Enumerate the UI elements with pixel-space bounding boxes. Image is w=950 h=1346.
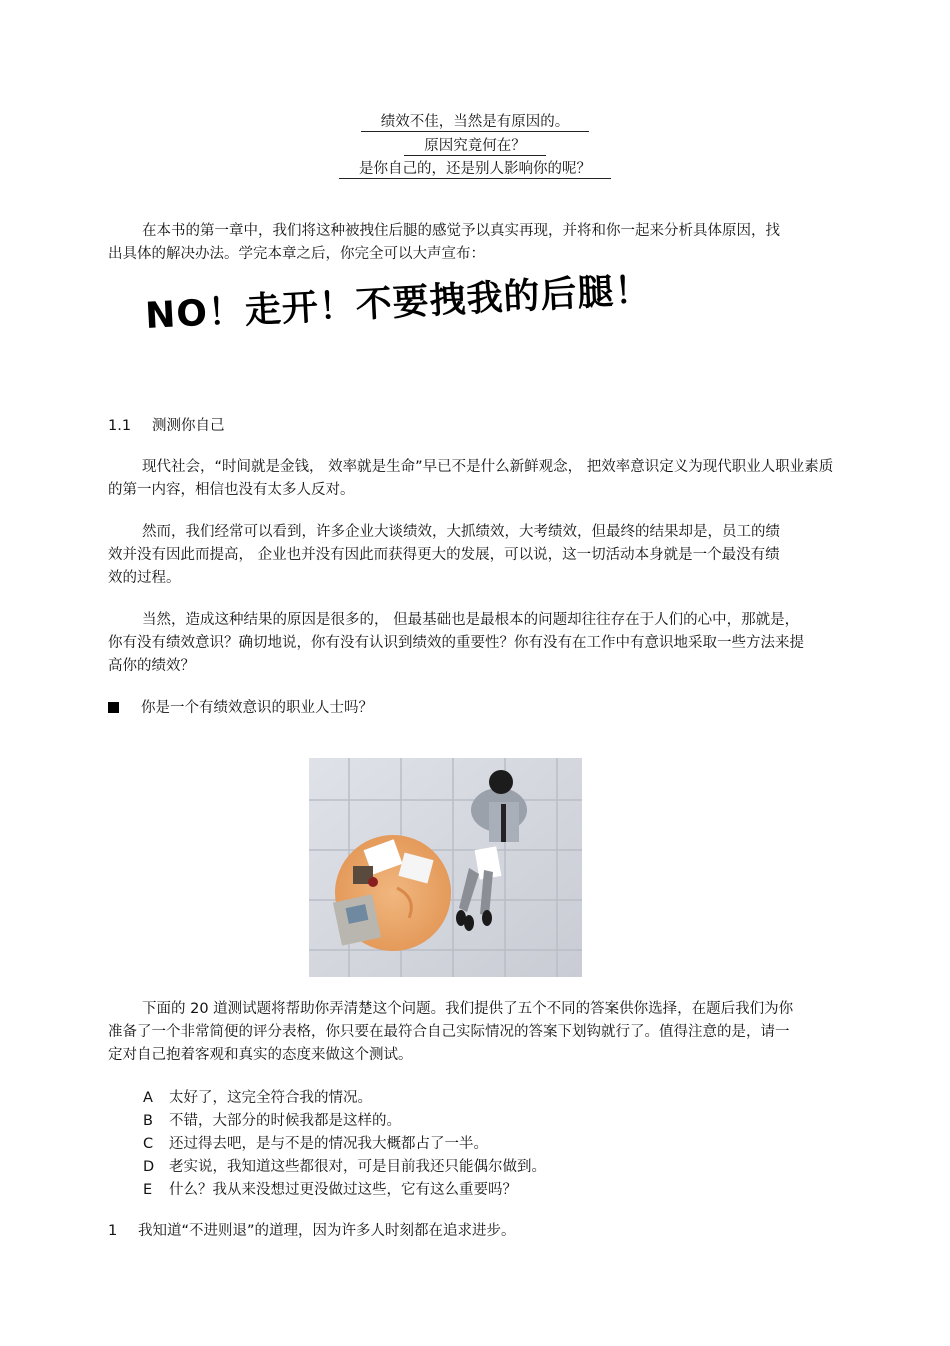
- option-text: 不错，大部分的时候我都是这样的。: [169, 1113, 401, 1129]
- option-b: [143, 1110, 546, 1133]
- banner-slogan: NO！走开！不要拽我的后腿！: [144, 269, 653, 338]
- option-c: [143, 1133, 546, 1156]
- square-bullet-icon: [108, 702, 119, 713]
- question-1: [108, 1221, 516, 1241]
- header-line-2: 原因究竟何在？: [0, 136, 950, 156]
- option-text: 太好了，这完全符合我的情况。: [169, 1090, 372, 1106]
- option-text: 还过得去吧，是与不是的情况我大概都占了一半。: [169, 1136, 488, 1152]
- section-title: 测测你自己: [152, 418, 225, 434]
- option-text: 什么？我从来没想过更没做过这些，它有这么重要吗？: [169, 1182, 517, 1198]
- office-photo: [309, 758, 582, 977]
- paragraph-1: 现代社会，“时间就是金钱， 效率就是生命”早已不是什么新鲜观念， 把效率意识定义为现代职业人职业素质的第一内容，相信也没有太多人反对。: [108, 459, 834, 498]
- intro-paragraph: 在本书的第一章中，我们将这种被拽住后腿的感觉予以真实再现，并将和你一起来分析具体原因，找出具体的解决办法。学完本章之后，你完全可以大声宣布：: [108, 223, 780, 262]
- option-d: [143, 1156, 546, 1179]
- option-letter: C: [143, 1136, 154, 1152]
- option-letter: E: [143, 1182, 153, 1198]
- answer-options: [143, 1087, 546, 1202]
- test-intro-paragraph: 下面的 20 道测试题将帮助你弄清楚这个问题。我们提供了五个不同的答案供你选择，在题后我们为你准备了一个非常简便的评分表格，你只要在最符合自己实际情况的答案下划钩就行了。值得注意的是，请一定对自己抱着客观和真实的态度来做这个测试。: [108, 1001, 794, 1063]
- question-number: 1: [108, 1223, 118, 1239]
- header-line-3: 是你自己的，还是别人影响你的呢？: [0, 159, 950, 179]
- option-letter: B: [143, 1113, 153, 1129]
- paragraph-2: 然而，我们经常可以看到，许多企业大谈绩效，大抓绩效，大考绩效，但最终的结果却是，员工的绩效并没有因此而提高， 企业也并没有因此而获得更大的发展，可以说，这一切活动本身就是一个最没有绩效的过程。: [108, 524, 780, 586]
- option-e: [143, 1179, 546, 1202]
- paragraph-3: 当然，造成这种结果的原因是很多的， 但最基础也是最根本的问题却往往存在于人们的心中，那就是，你有没有绩效意识？确切地说，你有没有认识到绩效的重要性？你有没有在工作中有意识地采取一些方法来提高你的绩效？: [108, 612, 804, 674]
- section-heading: [108, 416, 225, 436]
- option-a: [143, 1087, 546, 1110]
- bullet-question: 你是一个有绩效意识的职业人士吗？: [108, 698, 373, 718]
- option-text: 老实说，我知道这些都很对，可是目前我还只能偶尔做到。: [169, 1159, 546, 1175]
- section-number: 1.1: [108, 418, 132, 434]
- question-text: 我知道“不进则退”的道理，因为许多人时刻都在追求进步。: [138, 1223, 516, 1239]
- option-letter: D: [143, 1159, 155, 1175]
- header-line-1: 绩效不佳，当然是有原因的。: [0, 112, 950, 132]
- option-letter: A: [143, 1090, 153, 1106]
